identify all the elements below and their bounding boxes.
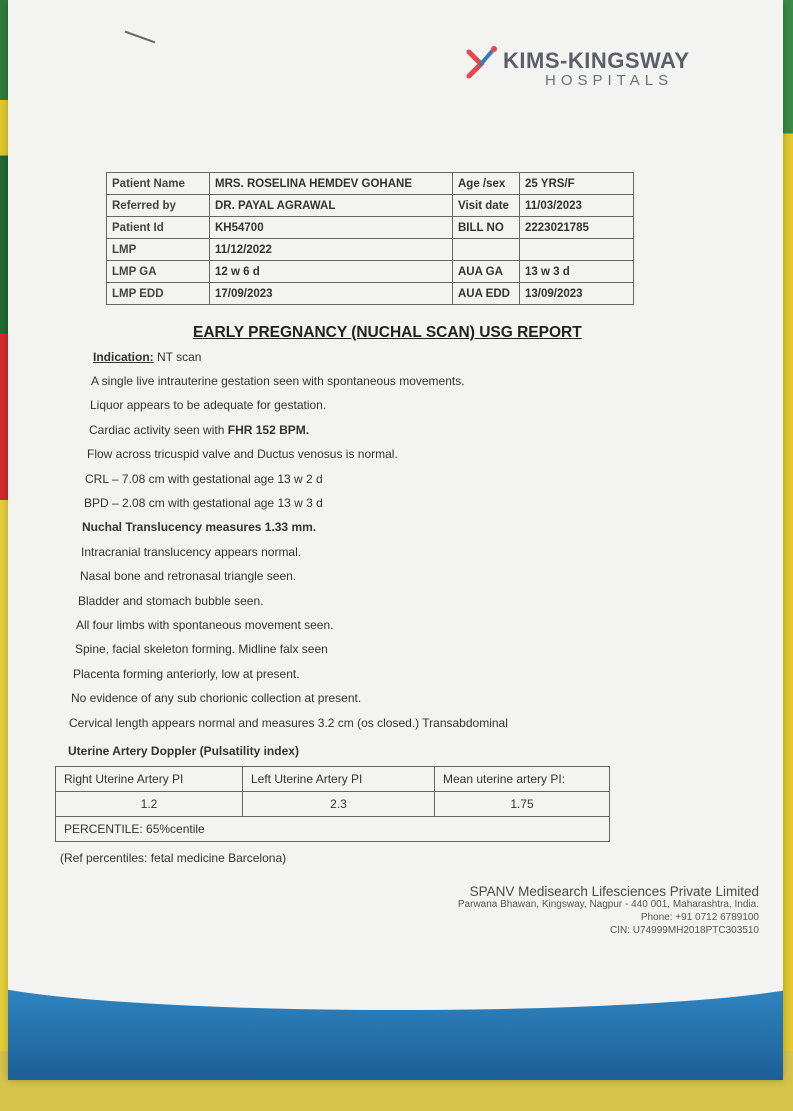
finding-line: [91, 374, 465, 388]
patient-row: [107, 217, 634, 239]
patient-value2-cell: 11/03/2023: [520, 195, 634, 217]
company-address: Parwana Bhawan, Kingsway, Nagpur - 440 001, Maharashtra, India.: [457, 899, 759, 910]
doppler-table: [55, 766, 610, 842]
finding-text: Placenta forming anteriorly, low at present.: [73, 666, 300, 681]
finding-line: [87, 447, 398, 461]
patient-value-cell: KH54700: [210, 217, 453, 239]
indication-line: [93, 350, 201, 364]
report-title: EARLY PREGNANCY (NUCHAL SCAN) USG REPORT: [193, 324, 582, 341]
patient-value-cell: DR. PAYAL AGRAWAL: [210, 195, 453, 217]
patient-label-cell: LMP EDD: [107, 283, 210, 305]
patient-label2-cell: BILL NO: [453, 217, 520, 239]
doppler-value-right: 1.2: [56, 792, 243, 817]
reference-note: (Ref percentiles: fetal medicine Barcelona): [60, 851, 287, 865]
patient-label2-cell: Age /sex: [453, 173, 520, 195]
finding-line: [75, 642, 328, 656]
patient-value-cell: 17/09/2023: [210, 283, 453, 305]
report-sheet: [8, 0, 783, 1080]
patient-value2-cell: 25 YRS/F: [520, 173, 634, 195]
patient-label-cell: Patient Name: [107, 173, 210, 195]
finding-text: Flow across tricuspid valve and Ductus venosus is normal.: [87, 447, 398, 462]
finding-line: [69, 716, 508, 730]
finding-text: Bladder and stomach bubble seen.: [78, 593, 264, 608]
company-phone: Phone: +91 0712 6789100: [640, 912, 759, 923]
patient-label2-cell: [453, 239, 520, 261]
finding-text: All four limbs with spontaneous movement seen.: [76, 618, 334, 632]
finding-line: [81, 545, 301, 559]
finding-text: Nasal bone and retronasal triangle seen.: [80, 569, 297, 584]
finding-line: [80, 569, 296, 583]
patient-label2-cell: AUA GA: [453, 261, 520, 283]
doppler-heading: Uterine Artery Doppler (Pulsatility index): [68, 744, 299, 758]
patient-row: [107, 261, 634, 283]
finding-text: Spine, facial skeleton forming. Midline falx seen: [75, 642, 328, 657]
finding-line: [90, 398, 326, 412]
doppler-value-left: 2.3: [243, 792, 435, 817]
hospital-logo: [463, 44, 743, 94]
patient-row: [107, 173, 634, 195]
patient-row: [107, 195, 634, 217]
patient-label-cell: Referred by: [107, 195, 210, 217]
logo-mark-icon: [463, 44, 501, 82]
doppler-percentile: PERCENTILE: 65%centile: [56, 817, 610, 842]
patient-label-cell: LMP GA: [107, 261, 210, 283]
patient-label2-cell: AUA EDD: [453, 283, 520, 305]
indication-value: NT scan: [153, 350, 202, 364]
finding-line: [85, 472, 323, 486]
company-block: [458, 885, 759, 937]
finding-text: Nuchal Translucency measures 1.33 mm.: [82, 520, 317, 535]
doppler-header-mean: Mean uterine artery PI:: [435, 767, 610, 792]
finding-line: [76, 618, 333, 632]
patient-row: [107, 239, 634, 261]
patient-info-table: [106, 172, 634, 305]
logo-sub: HOSPITALS: [545, 72, 674, 89]
patient-value-cell: 12 w 6 d: [210, 261, 453, 283]
finding-text: Cardiac activity seen with: [89, 422, 228, 437]
finding-text: Cervical length appears normal and measures 3.2 cm (os closed.) Transabdominal: [69, 715, 508, 730]
fhr-value: FHR 152 BPM.: [227, 422, 310, 437]
finding-text: BPD – 2.08 cm with gestational age 13 w 3 d: [84, 496, 323, 510]
doppler-value-mean: 1.75: [435, 792, 610, 817]
patient-value2-cell: 13/09/2023: [520, 283, 634, 305]
finding-line: [84, 496, 323, 510]
finding-line: [82, 520, 316, 534]
patient-value2-cell: 13 w 3 d: [520, 261, 634, 283]
patient-value2-cell: 2223021785: [520, 217, 634, 239]
finding-line: [73, 667, 300, 681]
patient-label-cell: Patient Id: [107, 217, 210, 239]
finding-line: [78, 594, 263, 608]
doppler-header-left: Left Uterine Artery PI: [243, 767, 435, 792]
patient-label2-cell: Visit date: [453, 195, 520, 217]
finding-text: Liquor appears to be adequate for gestation.: [90, 398, 327, 413]
finding-line: [71, 691, 361, 705]
company-name: SPANV Medisearch Lifesciences Private Limited: [469, 884, 759, 899]
finding-text: CRL – 7.08 cm with gestational age 13 w 2 d: [85, 471, 323, 486]
finding-text: Intracranial translucency appears normal.: [81, 544, 302, 559]
doppler-header-right: Right Uterine Artery PI: [56, 767, 243, 792]
footer-curve: [8, 940, 783, 1010]
patient-value2-cell: [520, 239, 634, 261]
patient-label-cell: LMP: [107, 239, 210, 261]
pen-mark: [125, 31, 156, 44]
patient-value-cell: MRS. ROSELINA HEMDEV GOHANE: [210, 173, 453, 195]
finding-line: [89, 423, 309, 437]
finding-text: No evidence of any sub chorionic collection at present.: [71, 691, 362, 706]
company-cin: CIN: U74999MH2018PTC303510: [610, 925, 759, 936]
indication-label: Indication:: [93, 350, 154, 364]
patient-row: [107, 283, 634, 305]
patient-value-cell: 11/12/2022: [210, 239, 453, 261]
finding-text: A single live intrauterine gestation seen with spontaneous movements.: [91, 374, 465, 388]
logo-name: KIMS-KINGSWAY: [503, 48, 690, 73]
